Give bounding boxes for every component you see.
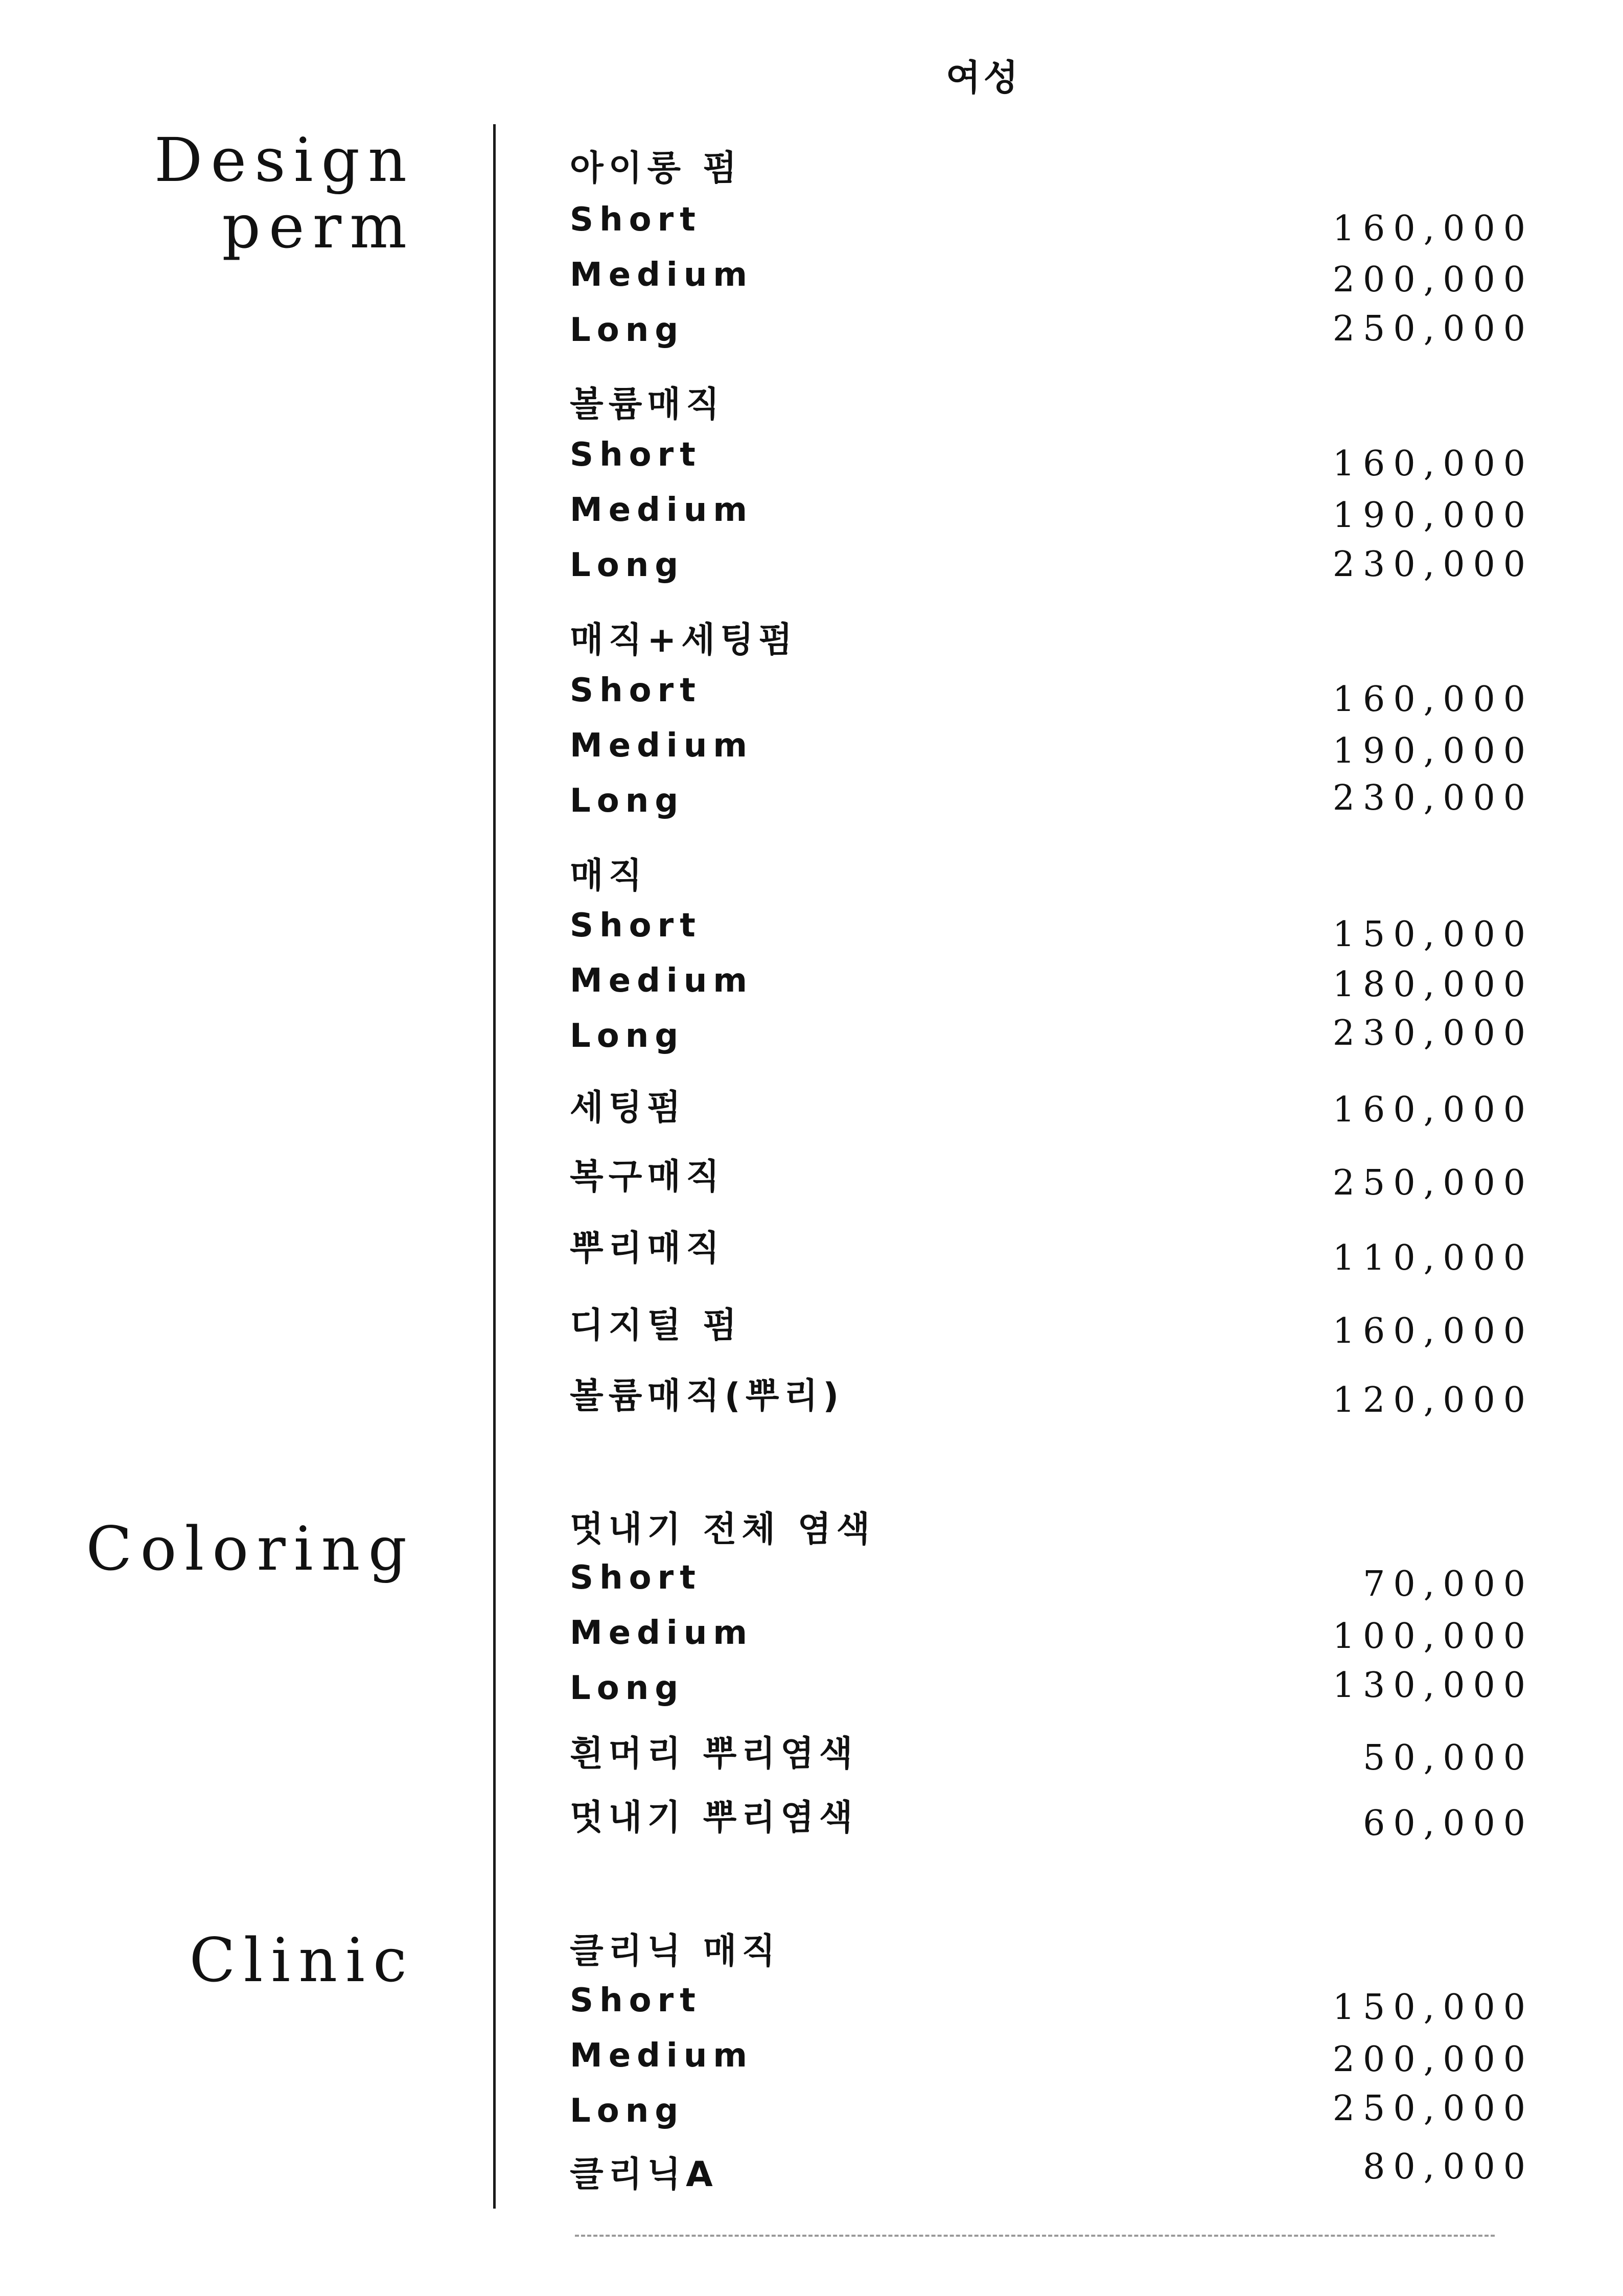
variant-size: Long: [570, 2092, 685, 2130]
variant-price: 160,000: [1332, 209, 1534, 249]
variant-size: Long: [570, 311, 685, 349]
page-title: 여성: [946, 57, 1022, 99]
menu-item-price: 160,000: [1332, 1311, 1534, 1351]
variant-size: Short: [570, 907, 702, 945]
variant-price: 130,000: [1332, 1665, 1534, 1706]
menu-item-price: 160,000: [1332, 1090, 1534, 1130]
variant-size: Short: [570, 1559, 702, 1597]
section-title-line: Clinic: [189, 1925, 415, 1995]
menu-item-name: 매직: [570, 856, 647, 896]
variant-price: 190,000: [1332, 731, 1534, 771]
dashed-separator: [575, 2235, 1495, 2237]
variant-size: Short: [570, 436, 702, 474]
variant-price: 160,000: [1332, 679, 1534, 720]
variant-price: 250,000: [1332, 2088, 1534, 2129]
variant-price: 180,000: [1332, 965, 1534, 1005]
variant-price: 70,000: [1363, 1564, 1534, 1604]
variant-size: Short: [570, 672, 702, 709]
menu-item-name: 볼륨매직: [570, 384, 725, 425]
variant-size: Medium: [570, 2037, 754, 2075]
menu-item-price: 60,000: [1363, 1803, 1534, 1844]
menu-item-name: 뿌리매직: [570, 1228, 725, 1269]
variant-size: Short: [570, 1982, 702, 2019]
menu-item-name: 디지털 펌: [570, 1305, 742, 1346]
menu-item-name: 클리닉 매직: [570, 1931, 781, 1971]
menu-item-name: 세팅펌: [570, 1088, 686, 1128]
section-title-clinic: [189, 1927, 415, 1993]
variant-price: 160,000: [1332, 444, 1534, 484]
vertical-divider: [493, 124, 496, 2209]
menu-item-price: 80,000: [1363, 2147, 1534, 2187]
variant-price: 230,000: [1332, 544, 1534, 585]
variant-size: Medium: [570, 256, 754, 294]
menu-item-price: 110,000: [1332, 1238, 1534, 1278]
variant-size: Medium: [570, 727, 754, 765]
variant-size: Long: [570, 546, 685, 584]
section-title-coloring: [86, 1513, 415, 1584]
section-title-design-perm: [154, 127, 415, 260]
section-title-line: perm: [222, 191, 415, 262]
variant-price: 150,000: [1332, 914, 1534, 955]
variant-size: Medium: [570, 962, 754, 1000]
variant-size: Long: [570, 782, 685, 820]
menu-item-price: 50,000: [1363, 1738, 1534, 1778]
variant-price: 230,000: [1332, 778, 1534, 818]
menu-item-name: 흰머리 뿌리염색: [570, 1734, 858, 1774]
menu-item-name: 볼륨매직(뿌리): [570, 1376, 844, 1416]
variant-price: 230,000: [1332, 1013, 1534, 1053]
menu-item-name: 멋내기 뿌리염색: [570, 1798, 858, 1838]
variant-price: 100,000: [1332, 1616, 1534, 1657]
variant-size: Medium: [570, 1614, 754, 1652]
menu-item-name: 복구매직: [570, 1157, 725, 1197]
variant-price: 150,000: [1332, 1987, 1534, 2028]
menu-item-name: 매직+세팅펌: [570, 620, 798, 660]
section-title-line: Design: [154, 125, 415, 195]
menu-item-name: 멋내기 전체 염색: [570, 1509, 875, 1550]
menu-item-price: 250,000: [1332, 1163, 1534, 1203]
variant-price: 200,000: [1332, 2039, 1534, 2080]
section-title-line: Coloring: [86, 1513, 415, 1584]
variant-price: 200,000: [1332, 260, 1534, 300]
menu-item-name: 아이롱 펌: [570, 148, 742, 189]
variant-price: 250,000: [1332, 309, 1534, 349]
menu-item-name: 클리닉A: [570, 2154, 718, 2195]
variant-size: Long: [570, 1017, 685, 1055]
variant-size: Long: [570, 1669, 685, 1707]
menu-item-price: 120,000: [1332, 1380, 1534, 1420]
variant-size: Short: [570, 201, 702, 239]
variant-price: 190,000: [1332, 495, 1534, 536]
variant-size: Medium: [570, 491, 754, 529]
